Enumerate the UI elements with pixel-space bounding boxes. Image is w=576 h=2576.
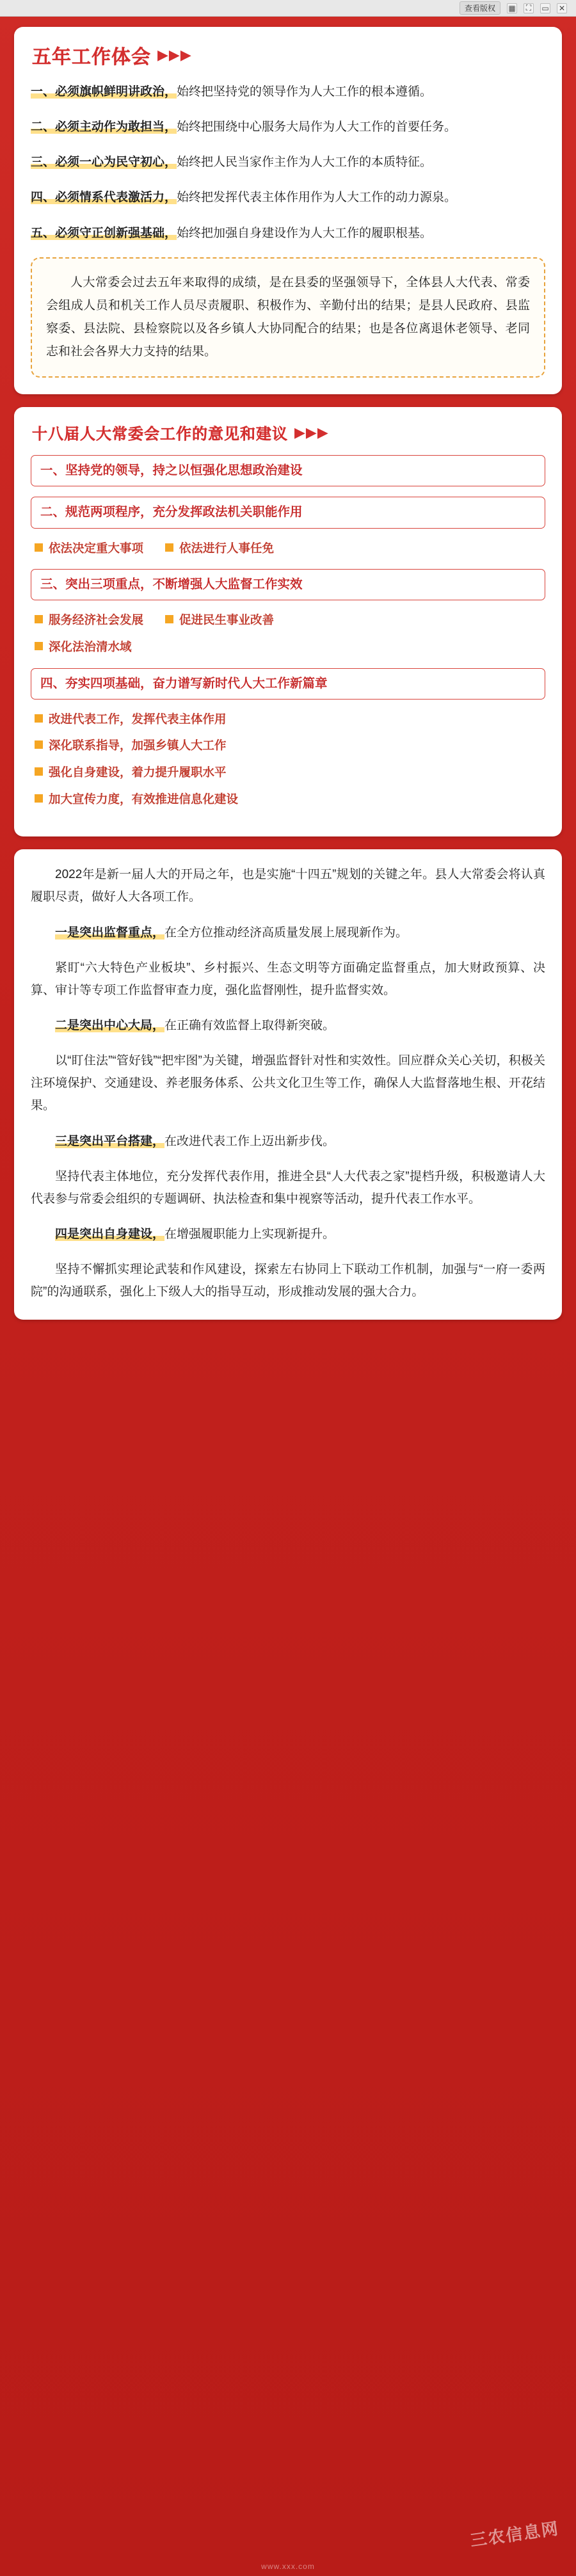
section-five-year-experience <box>14 27 562 394</box>
list-item-label: 改进代表工作，发挥代表主体作用 <box>49 712 227 726</box>
experience-item-3-lead: 三、必须一心为民守初心， <box>31 156 177 170</box>
copyright-button[interactable]: 查看版权 <box>460 1 500 15</box>
plan-paragraph-1: 2022年是新一届人大的开局之年，也是实施“十四五”规划的关键之年。县人大常委会将认真履职尽责，做好人大各项工作。 <box>31 868 545 904</box>
section2-title-row <box>32 421 545 444</box>
experience-item-4-rest: 始终把发挥代表主体作用作为人大工作的动力源泉。 <box>177 191 457 205</box>
plan-point-1 <box>31 922 545 944</box>
list-item-label: 服务经济社会发展 <box>49 613 144 627</box>
grid-icon[interactable]: ▦ <box>507 3 517 13</box>
list-item-label: 深化法治清水域 <box>49 640 132 654</box>
suggestion-heading-1: 一、坚持党的领导，持之以恒强化思想政治建设 <box>31 455 545 486</box>
section2-title: 十八届人大常委会工作的意见和建议 <box>32 426 288 444</box>
summary-text: 人大常委会过去五年来取得的成绩，是在县委的坚强领导下，全体县人大代表、常委会组成人员和机关工作人员尽责履职、积极作为、辛勤付出的结果；是县人民政府、县监察委、县法院、县检察院以及各乡镇人大协同配合的结果；也是各位离退休老领导、老同志和社会各界大力支持的结果。 <box>46 275 530 358</box>
list-item <box>35 637 132 657</box>
plan-point-4-rest: 在增强履职能力上实现新提升。 <box>164 1227 335 1241</box>
bullet-square-icon <box>165 543 173 552</box>
plan-point-2 <box>31 1014 545 1037</box>
plan-point-4 <box>31 1223 545 1245</box>
suggestion-heading-3: 三、突出三项重点，不断增强人大监督工作实效 <box>31 569 545 600</box>
plan-point-2-rest: 在正确有效监督上取得新突破。 <box>164 1018 335 1032</box>
watermark: 三农信息网 <box>468 2518 561 2550</box>
experience-item-2-rest: 始终把围绕中心服务大局作为人大工作的首要任务。 <box>177 120 457 134</box>
plan-paragraph-5: 坚持不懈抓实理论武装和作风建设，探索左右协同上下联动工作机制，加强与“一府一委两院”的沟通联系，强化上下级人大的指导互动，形成推动发展的强大合力。 <box>31 1263 545 1299</box>
list-item <box>165 611 274 630</box>
experience-item-5 <box>31 222 545 244</box>
list-item-label: 促进民生事业改善 <box>179 613 275 627</box>
suggestion-heading-2: 二、规范两项程序，充分发挥政法机关职能作用 <box>31 497 545 528</box>
bullet-square-icon <box>35 642 43 650</box>
experience-item-1 <box>31 81 545 103</box>
minimize-icon[interactable]: ▭ <box>540 3 550 13</box>
plan-paragraph-2: 紧盯“六大特色产业板块”、乡村振兴、生态文明等方面确定监督重点，加大财政预算、决算、审计等专项工作监督审查力度，强化监督刚性，提升监督实效。 <box>31 961 545 997</box>
suggestion-heading-4: 四、夯实四项基础，奋力谱写新时代人大工作新篇章 <box>31 668 545 700</box>
summary-box <box>31 257 545 378</box>
plan-point-1-rest: 在全方位推动经济高质量发展上展现新作为。 <box>164 925 408 940</box>
list-item-label: 依法进行人事任免 <box>179 541 275 555</box>
arrow-icon: ▶▶▶ <box>157 47 192 63</box>
fullscreen-icon[interactable]: ⛶ <box>524 3 534 13</box>
plan-point-3 <box>31 1130 545 1153</box>
bullet-square-icon <box>35 740 43 749</box>
bullet-square-icon <box>165 615 173 623</box>
plan-paragraph-4: 坚持代表主体地位，充分发挥代表作用，推进全县“人大代表之家”提档升级，积极邀请人大代表参与常委会组织的专题调研、执法检查和集中视察等活动，提升代表工作水平。 <box>31 1169 545 1206</box>
experience-item-5-rest: 始终把加强自身建设作为人大工作的履职根基。 <box>177 226 433 240</box>
list-item-label: 加大宣传力度，有效推进信息化建设 <box>49 792 239 806</box>
section1-title-row <box>32 41 545 69</box>
plan-point-2-lead: 二是突出中心大局， <box>55 1018 165 1032</box>
bullet-square-icon <box>35 714 43 723</box>
plan-point-3-lead: 三是突出平台搭建， <box>55 1134 165 1148</box>
plan-paragraph-3: 以“盯住法”“管好钱”“把牢图”为关键，增强监督针对性和实效性。回应群众关心关切，积极关注环境保护、交通建设、养老服务体系、公共文化卫生等工作，确保人大监督落地生根、开花结果。 <box>31 1054 545 1113</box>
experience-item-4 <box>31 186 545 209</box>
experience-item-1-lead: 一、必须旗帜鲜明讲政治， <box>31 85 177 99</box>
plan-point-1-lead: 一是突出监督重点， <box>55 925 165 940</box>
experience-item-2-lead: 二、必须主动作为敢担当， <box>31 120 177 134</box>
list-item <box>35 736 545 755</box>
section-2022-plan <box>14 849 562 1320</box>
browser-topbar <box>0 0 576 17</box>
bullet-square-icon <box>35 615 43 623</box>
list-item <box>35 763 545 782</box>
plan-point-4-lead: 四是突出自身建设， <box>55 1227 165 1241</box>
bullet-square-icon <box>35 794 43 803</box>
arrow-icon: ▶▶▶ <box>294 424 329 440</box>
suggestion-3-subs <box>35 611 545 656</box>
plan-point-3-rest: 在改进代表工作上迈出新步伐。 <box>164 1134 335 1148</box>
list-item <box>35 710 545 729</box>
experience-item-5-lead: 五、必须守正创新强基础， <box>31 226 177 240</box>
list-item-label: 依法决定重大事项 <box>49 541 144 555</box>
experience-item-3 <box>31 151 545 173</box>
suggestion-4-subs <box>35 710 545 808</box>
watermark-footer: www.xxx.com <box>261 2562 315 2571</box>
experience-item-1-rest: 始终把坚持党的领导作为人大工作的根本遵循。 <box>177 85 433 99</box>
bullet-square-icon <box>35 543 43 552</box>
list-item-label: 强化自身建设，着力提升履职水平 <box>49 765 227 780</box>
section1-title: 五年工作体会 <box>32 47 151 68</box>
experience-item-2 <box>31 116 545 138</box>
experience-item-4-lead: 四、必须情系代表激活力， <box>31 191 177 205</box>
list-item <box>35 790 545 809</box>
list-item <box>35 539 143 558</box>
suggestion-2-subs <box>35 539 545 558</box>
list-item <box>35 611 143 630</box>
list-item <box>165 539 274 558</box>
section-suggestions <box>14 407 562 836</box>
bullet-square-icon <box>35 767 43 776</box>
experience-item-3-rest: 始终把人民当家作主作为人大工作的本质特征。 <box>177 156 433 170</box>
close-icon[interactable]: ✕ <box>557 3 567 13</box>
content-wrap <box>0 17 576 1320</box>
list-item-label: 深化联系指导，加强乡镇人大工作 <box>49 739 227 753</box>
